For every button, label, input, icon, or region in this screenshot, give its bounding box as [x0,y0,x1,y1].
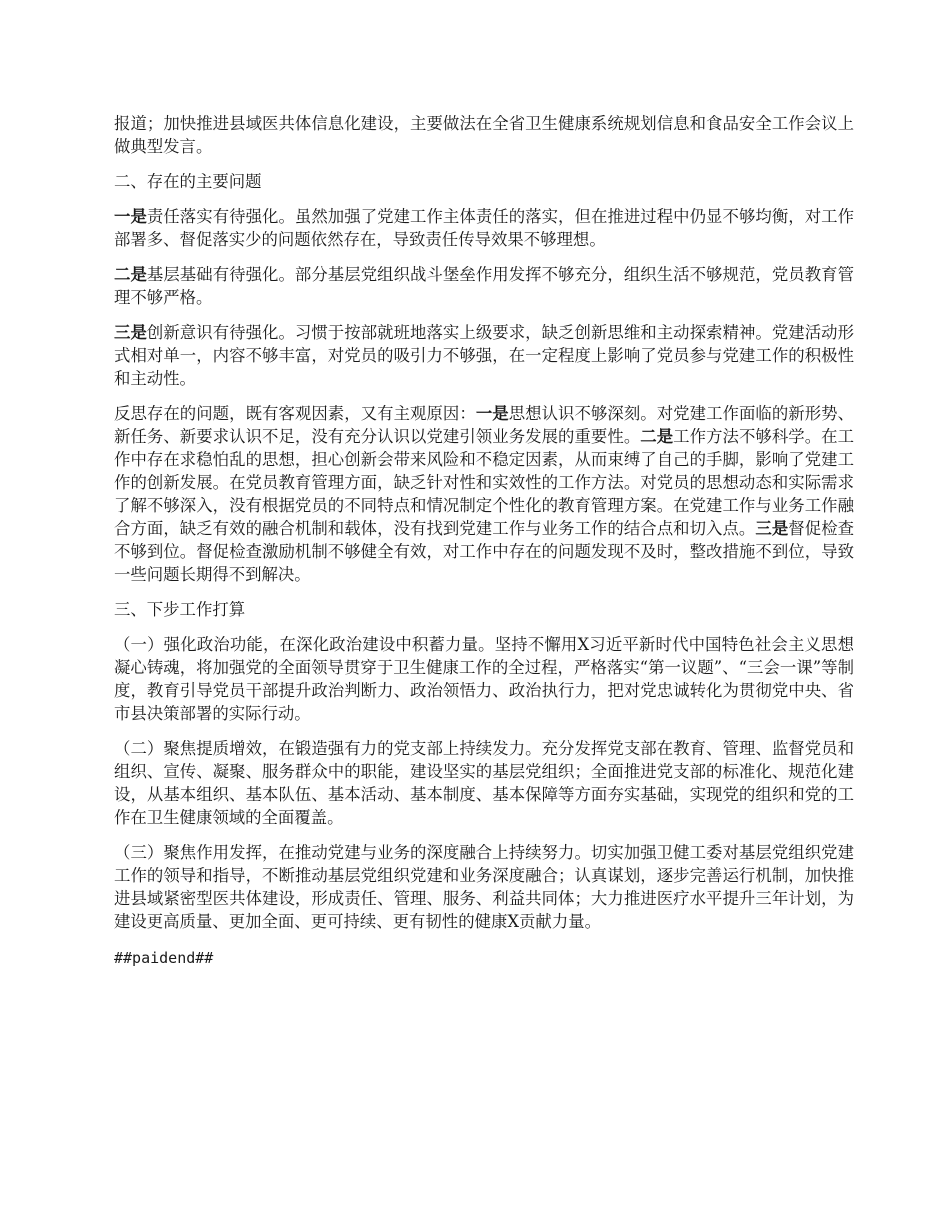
reflection-text-3: 督促检查不够到位。督促检查激励机制不够健全有效，对工作中存在的问题发现不及时，整改措施不到位，导致一些问题长期得不到解决。 [114,519,855,584]
item-lead: 二是 [114,265,147,284]
section-heading-problems: 二、存在的主要问题 [114,172,262,191]
problem-item-2 [114,263,854,309]
document-page [114,112,854,985]
plan-item-3: （三）聚焦作用发挥，在推动党建与业务的深度融合上持续努力。切实加强卫健工委对基层党组织党建工作的领导和指导，不断推动基层党组织党建和业务深度融合；认真谋划，逐步完善运行机制，加快推进县域紧密型医共体建设，形成责任、管理、服务、利益共同体；大力推进医疗水平提升三年计划，为建设更高质量、更加全面、更可持续、更有韧性的健康X贡献力量。 [114,843,854,931]
item-lead: 三是 [114,323,147,342]
reflection-paragraph [114,402,854,586]
reflection-text-1: 思想认识不够深刻。对党建工作面临的新形势、新任务、新要求认识不足，没有充分认识以党建引领业务发展的重要性。 [114,404,855,446]
section-heading-plans: 三、下步工作打算 [114,600,246,619]
paid-end-marker: ##paidend## [114,949,214,967]
item-lead: 一是 [114,207,147,226]
problem-item-3 [114,321,854,390]
reflection-lead-1: 一是 [475,404,509,423]
reflection-text-2: 工作方法不够科学。在工作中存在求稳怕乱的思想，担心创新会带来风险和不稳定因素，从而束缚了自己的手脚，影响了党建工作的创新发展。在党员教育管理方面，缺乏针对性和实效性的工作方法。对党员的思想动态和实际需求了解不够深入，没有根据党员的不同特点和情况制定个性化的教育管理方案。在党建工作与业务工作融合方面，缺乏有效的融合机制和载体，没有找到党建工作与业务工作的结合点和切入点。 [114,427,855,538]
reflection-prefix: 反思存在的问题，既有客观因素，又有主观原因： [114,404,476,423]
item-text: 责任落实有待强化。虽然加强了党建工作主体责任的落实，但在推进过程中仍显不够均衡，对工作部署多、督促落实少的问题依然存在，导致责任传导效果不够理想。 [114,207,855,249]
plan-item-2: （二）聚焦提质增效，在锻造强有力的党支部上持续发力。充分发挥党支部在教育、管理、监督党员和组织、宣传、凝聚、服务群众中的职能，建设坚实的基层党组织；全面推进党支部的标准化、规范化建设，从基本组织、基本队伍、基本活动、基本制度、基本保障等方面夯实基础，实现党的组织和党的工作在卫生健康领域的全面覆盖。 [114,739,854,827]
reflection-lead-3: 三是 [755,519,789,538]
plan-item-1: （一）强化政治功能，在深化政治建设中积蓄力量。坚持不懈用X习近平新时代中国特色社会主义思想凝心铸魂，将加强党的全面领导贯穿于卫生健康工作的全过程，严格落实“第一议题”、“三会一课”等制度，教育引导党员干部提升政治判断力、政治领悟力、政治执行力，把对党忠诚转化为贯彻党中央、省市县决策部署的实际行动。 [114,635,854,723]
problem-item-1 [114,205,854,251]
item-text: 基层基础有待强化。部分基层党组织战斗堡垒作用发挥不够充分，组织生活不够规范，党员教育管理不够严格。 [114,265,855,307]
intro-paragraph: 报道；加快推进县域医共体信息化建设，主要做法在全省卫生健康系统规划信息和食品安全工作会议上做典型发言。 [114,114,854,156]
reflection-lead-2: 二是 [640,427,674,446]
item-text: 创新意识有待强化。习惯于按部就班地落实上级要求，缺乏创新思维和主动探索精神。党建活动形式相对单一，内容不够丰富，对党员的吸引力不够强，在一定程度上影响了党员参与党建工作的积极性和主动性。 [114,323,855,388]
